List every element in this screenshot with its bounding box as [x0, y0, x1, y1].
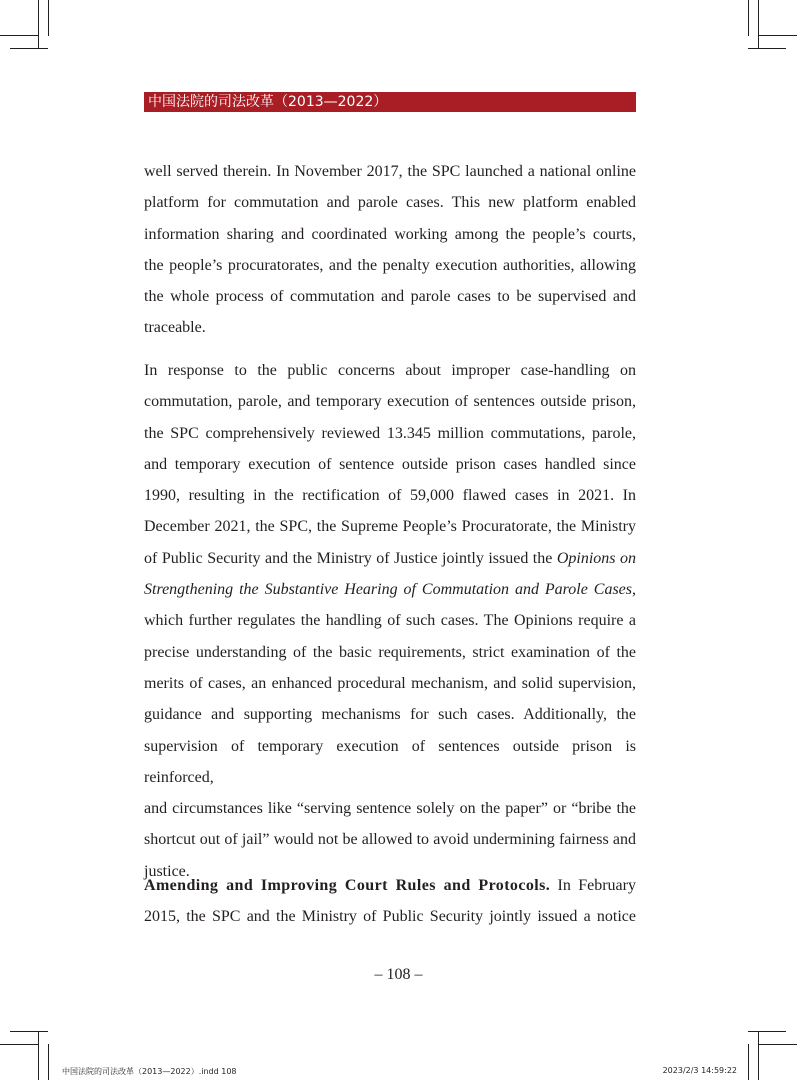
paragraph-2 [144, 355, 636, 887]
crop-mark-bottom-right-h2 [748, 1031, 786, 1032]
text-line: commutation, parole, and temporary execution of sentences outside prison, [144, 393, 636, 411]
running-header [144, 92, 636, 112]
crop-mark-bottom-left-v2 [48, 1044, 49, 1080]
text-line: traceable. [144, 319, 206, 337]
document-title-italic: Opinions on [556, 549, 636, 567]
running-header-title: 中国法院的司法改革（2013—2022） [148, 94, 388, 110]
text-line: shortcut out of jail” would not be allowed to avoid undermining fairness and [144, 831, 636, 849]
text-line: the SPC comprehensively reviewed 13.345 million commutations, parole, [144, 424, 636, 442]
text-line: supervision of temporary execution of sentences outside prison is reinforced, [144, 737, 636, 786]
text-line: merits of cases, an enhanced procedural mechanism, and solid supervision, [144, 674, 636, 692]
text-line [144, 574, 636, 605]
text-line: and temporary execution of sentence outside prison cases handled since [144, 455, 636, 473]
text-line: December 2021, the SPC, the Supreme People’s Procuratorate, the Ministry [144, 518, 636, 536]
text-line: well served therein. In November 2017, the SPC launched a national online [144, 163, 636, 180]
crop-mark-bottom-right-v2 [748, 1044, 749, 1080]
text-line: the whole process of commutation and parole cases to be supervised and [144, 288, 636, 306]
text-line-part: In February [550, 877, 636, 894]
paragraph-3 [144, 870, 636, 933]
crop-mark-bottom-left-h [0, 1044, 38, 1045]
crop-mark-top-right-h2 [748, 48, 786, 49]
text-line: and circumstances like “serving sentence solely on the paper” or “bribe the [144, 800, 636, 818]
text-line: 1990, resulting in the rectification of 59,000 flawed cases in 2021. In [144, 487, 636, 505]
text-line: guidance and supporting mechanisms for such cases. Additionally, the [144, 706, 636, 724]
text-line: the people’s procuratorates, and the penalty execution authorities, allowing [144, 256, 636, 274]
text-line [144, 543, 636, 574]
text-line-part: , [632, 581, 636, 599]
slug-timestamp: 2023/2/3 14:59:22 [662, 1066, 737, 1075]
crop-mark-top-left-v [38, 0, 39, 48]
crop-mark-top-right-v [758, 0, 759, 48]
slug-file-info: 中国法院的司法改革（2013—2022）.indd 108 [62, 1067, 237, 1076]
crop-mark-bottom-left-h2 [10, 1031, 48, 1032]
text-line: justice. [144, 862, 190, 880]
paragraph-1 [144, 156, 636, 344]
text-line: In response to the public concerns about improper case-handling on [144, 362, 636, 379]
text-line: which further regulates the handling of such cases. The Opinions require a [144, 612, 636, 630]
crop-mark-top-right-v2 [748, 0, 749, 36]
text-line: platform for commutation and parole cases. This new platform enabled [144, 194, 636, 212]
crop-mark-bottom-right-h [759, 1044, 797, 1045]
text-line [144, 870, 636, 901]
crop-mark-top-left-v2 [48, 0, 49, 36]
page-number: – 108 – [374, 966, 423, 983]
text-line-part: of Public Security and the Ministry of Justice jointly issued the [144, 549, 557, 567]
text-line: precise understanding of the basic requirements, strict examination of the [144, 643, 636, 661]
text-line: information sharing and coordinated working among the people’s courts, [144, 225, 636, 243]
crop-mark-bottom-right-v [758, 1031, 759, 1080]
document-title-italic: Strengthening the Substantive Hearing of Commutation and Parole Cases [144, 581, 632, 599]
crop-mark-top-right-h [759, 35, 797, 36]
crop-mark-top-left-h [0, 35, 38, 36]
crop-mark-bottom-left-v [38, 1031, 39, 1080]
crop-mark-top-left-h2 [10, 48, 48, 49]
text-line: 2015, the SPC and the Ministry of Public Security jointly issued a notice [144, 908, 636, 926]
section-heading: Amending and Improving Court Rules and Protocols. [144, 877, 551, 894]
